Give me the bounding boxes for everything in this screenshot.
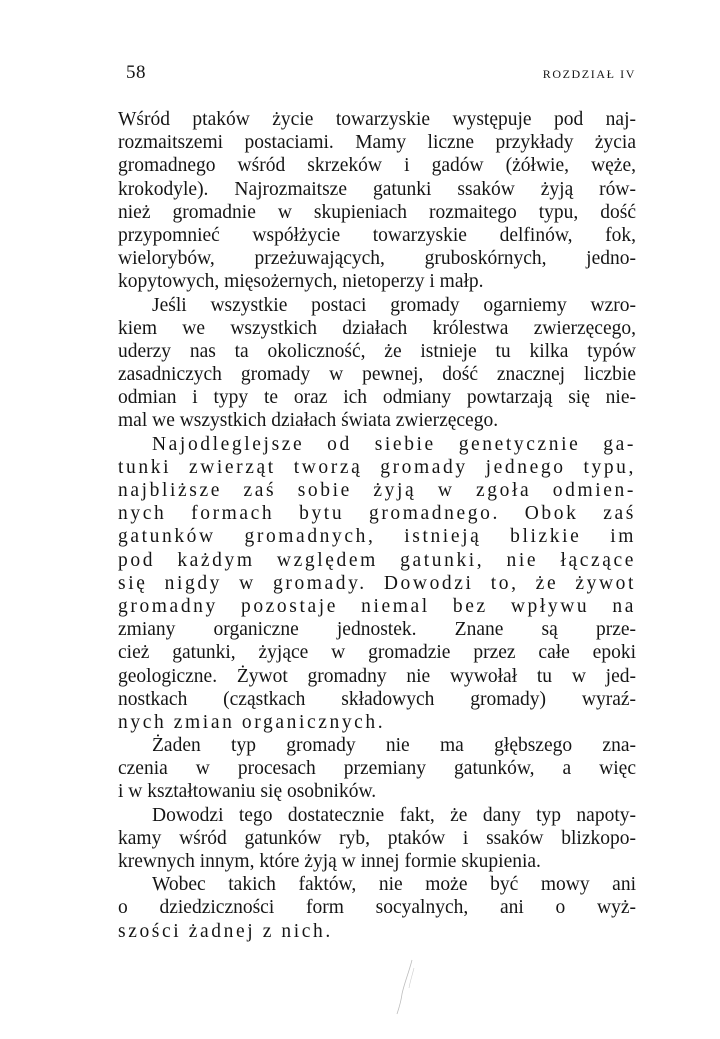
text-line: odmian i typy te oraz ich odmiany powtarzają się nie- xyxy=(118,387,636,409)
paragraph-start-line: Jeśli wszystkie postaci gromady ogarniemy wzro- xyxy=(152,294,636,316)
text-line: o dziedziczności form socyalnych, ani o wyż- xyxy=(118,897,636,919)
text-line: nych formach bytu gromadnego. Obok zaś xyxy=(118,503,636,525)
chapter-title: ROZDZIAŁ IV xyxy=(542,67,636,81)
text-line: nych zmian organicznych. xyxy=(118,711,386,733)
text-line: krokodyle). Najrozmaitsze gatunki ssaków żyją rów- xyxy=(118,178,636,200)
paragraph-start-line: Najodleglejsze od siebie genetycznie ga- xyxy=(152,433,636,455)
text-line: gromadnego wśród skrzeków i gadów (żółwie, węże, xyxy=(118,155,636,177)
text-line: się nigdy w gromady. Dowodzi to, że żywot xyxy=(118,572,636,594)
text-line: Wśród ptaków życie towarzyskie występuje pod naj- xyxy=(118,109,636,130)
text-line: i w kształtowaniu się osobników. xyxy=(118,781,377,803)
text-line: kamy wśród gatunków ryb, ptaków i ssaków blizkopo- xyxy=(118,827,636,849)
paragraph-start-line: Dowodzi tego dostatecznie fakt, że dany typ napoty- xyxy=(152,804,636,826)
text-line: szości żadnej z nich. xyxy=(118,920,333,942)
text-line: czenia w procesach przemiany gatunków, a więc xyxy=(118,758,636,780)
text-line: kiem we wszystkich działach królestwa zwierzęcego, xyxy=(118,317,636,339)
text-line: rozmaitszemi postaciami. Mamy liczne przykłady życia xyxy=(118,132,636,154)
pencil-mark xyxy=(394,958,418,1016)
text-line: kopytowych, mięsożernych, nietoperzy i małp. xyxy=(118,271,484,293)
text-line: wielorybów, przeżuwających, gruboskórnych, jedno- xyxy=(118,248,636,270)
text-line: gatunków gromadnych, istnieją blizkie im xyxy=(118,526,636,548)
page-number: 58 xyxy=(126,62,146,83)
text-line: pod każdym względem gatunki, nie łączące xyxy=(118,549,636,571)
text-line: geologiczne. Żywot gromadny nie wywołał tu w jed- xyxy=(118,665,636,687)
text-line: zmiany organiczne jednostek. Znane są prze- xyxy=(118,619,636,641)
paragraph-start-line: Wobec takich faktów, nie może być mowy ani xyxy=(152,874,636,896)
text-line: krewnych innym, które żyją w innej formie skupienia. xyxy=(118,851,541,872)
body-text xyxy=(118,108,636,943)
text-line: zasadniczych gromady w pewnej, dość znacznej liczbie xyxy=(118,364,636,386)
text-line: tunki zwierząt tworzą gromady jednego typu, xyxy=(118,456,636,478)
text-line: najbliższe zaś sobie żyją w zgoła odmien- xyxy=(118,480,636,501)
paragraph-start-line: Żaden typ gromady nie ma głębszego zna- xyxy=(152,735,636,757)
text-line: cież gatunki, żyjące w gromadzie przez całe epoki xyxy=(118,642,636,664)
text-line: gromadny pozostaje niemal bez wpływu na xyxy=(118,595,636,617)
running-head xyxy=(126,62,636,90)
text-line: uderzy nas ta okoliczność, że istnieje tu kilka typów xyxy=(118,340,636,362)
text-line: nież gromadnie w skupieniach rozmaitego typu, dość xyxy=(118,201,636,223)
text-line: przypomnieć współżycie towarzyskie delfinów, fok, xyxy=(118,224,636,246)
text-line: mal we wszystkich działach świata zwierzęcego. xyxy=(118,410,499,432)
text-line: nostkach (cząstkach składowych gromady) wyraź- xyxy=(118,688,636,710)
